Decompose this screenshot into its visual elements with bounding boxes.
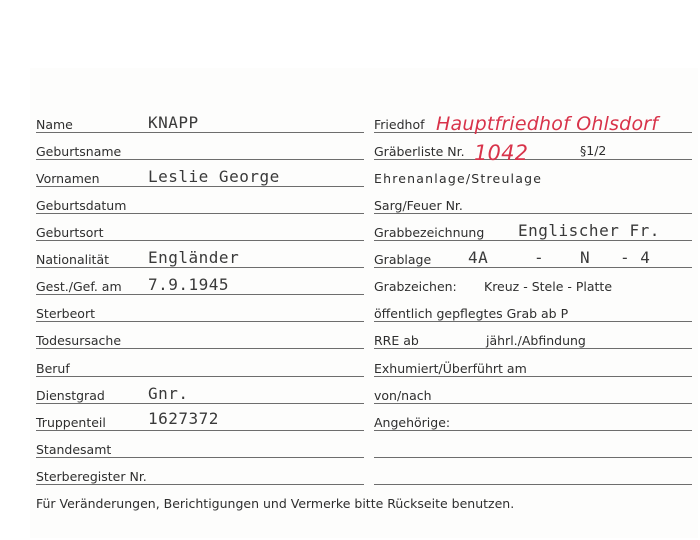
birthdate-label: Geburtsdatum <box>36 198 127 213</box>
honor-site-label: Ehrenanlage/Streulage <box>374 171 543 186</box>
occupation-row <box>36 356 364 377</box>
rre-label: RRE ab <box>374 333 419 348</box>
death-date-label: Gest./Gef. am <box>36 279 122 294</box>
birthname-row <box>36 139 364 160</box>
public-care-row <box>374 301 692 322</box>
cause-label: Todesursache <box>36 333 122 348</box>
firstnames-label: Vornamen <box>36 171 100 186</box>
relatives-label: Angehörige: <box>374 415 451 430</box>
cause-row <box>36 328 364 349</box>
firstnames-value: Leslie George <box>148 167 280 186</box>
rank-value: Gnr. <box>148 384 189 403</box>
public-care-label: öffentlich gepflegtes Grab ab P <box>374 306 569 321</box>
death-register-row <box>36 464 364 485</box>
name-label: Name <box>36 117 73 132</box>
coffin-label: Sarg/Feuer Nr. <box>374 198 463 213</box>
rank-label: Dienstgrad <box>36 388 105 403</box>
grave-location-dash: - <box>534 248 545 267</box>
cemetery-value: Hauptfriedhof Ohlsdorf <box>436 113 659 135</box>
birthplace-row <box>36 220 364 241</box>
cemetery-label: Friedhof <box>374 117 425 132</box>
grave-location-label: Grablage <box>374 252 432 267</box>
death-place-row <box>36 301 364 322</box>
unit-row <box>36 410 364 431</box>
exhumed-label: Exhumiert/Überführt am <box>374 361 527 376</box>
nationality-label: Nationalität <box>36 252 110 267</box>
registry-office-row <box>36 437 364 458</box>
grave-location-a: 4A <box>468 248 489 267</box>
grave-location-c: - 4 <box>620 248 651 267</box>
grave-location-row <box>374 247 692 268</box>
death-place-label: Sterbeort <box>36 306 95 321</box>
gravelist-label: Gräberliste Nr. <box>374 144 465 159</box>
cemetery-row <box>374 112 692 133</box>
birthdate-row <box>36 193 364 214</box>
grave-designation-value: Englischer Fr. <box>518 221 660 240</box>
exhumed-row <box>374 356 692 377</box>
grave-marker-options: Kreuz - Stele - Platte <box>484 279 613 294</box>
birthname-label: Geburtsname <box>36 144 122 159</box>
honor-site-row <box>374 166 692 186</box>
registry-office-label: Standesamt <box>36 442 112 457</box>
grave-marker-row <box>374 274 692 294</box>
death-date-row <box>36 274 364 295</box>
from-to-row <box>374 383 692 404</box>
occupation-label: Beruf <box>36 361 70 376</box>
gravelist-row <box>374 139 692 165</box>
birthplace-label: Geburtsort <box>36 225 104 240</box>
gravelist-paragraph: §1/2 <box>580 143 607 158</box>
grave-designation-row <box>374 220 692 241</box>
rre-options: jährl./Abfindung <box>486 333 586 348</box>
gravelist-value: 1042 <box>474 141 529 165</box>
nationality-value: Engländer <box>148 248 240 267</box>
rre-row <box>374 328 692 349</box>
firstnames-row <box>36 166 364 187</box>
grave-designation-label: Grabbezeichnung <box>374 225 485 240</box>
blank-row-2 <box>374 464 692 485</box>
coffin-row <box>374 193 692 214</box>
nationality-row <box>36 247 364 268</box>
unit-value: 1627372 <box>148 409 219 428</box>
unit-label: Truppenteil <box>36 415 106 430</box>
grave-marker-label: Grabzeichen: <box>374 279 457 294</box>
grave-location-b: N <box>580 248 591 267</box>
footer-note: Für Veränderungen, Berichtigungen und Vermerke bitte Rückseite benutzen. <box>36 496 515 511</box>
from-to-label: von/nach <box>374 388 432 403</box>
name-value: KNAPP <box>148 113 199 132</box>
relatives-row <box>374 410 692 431</box>
rank-row <box>36 383 364 404</box>
death-date-value: 7.9.1945 <box>148 275 230 294</box>
name-row <box>36 112 364 133</box>
blank-row-1 <box>374 437 692 458</box>
death-register-label: Sterberegister Nr. <box>36 469 147 484</box>
